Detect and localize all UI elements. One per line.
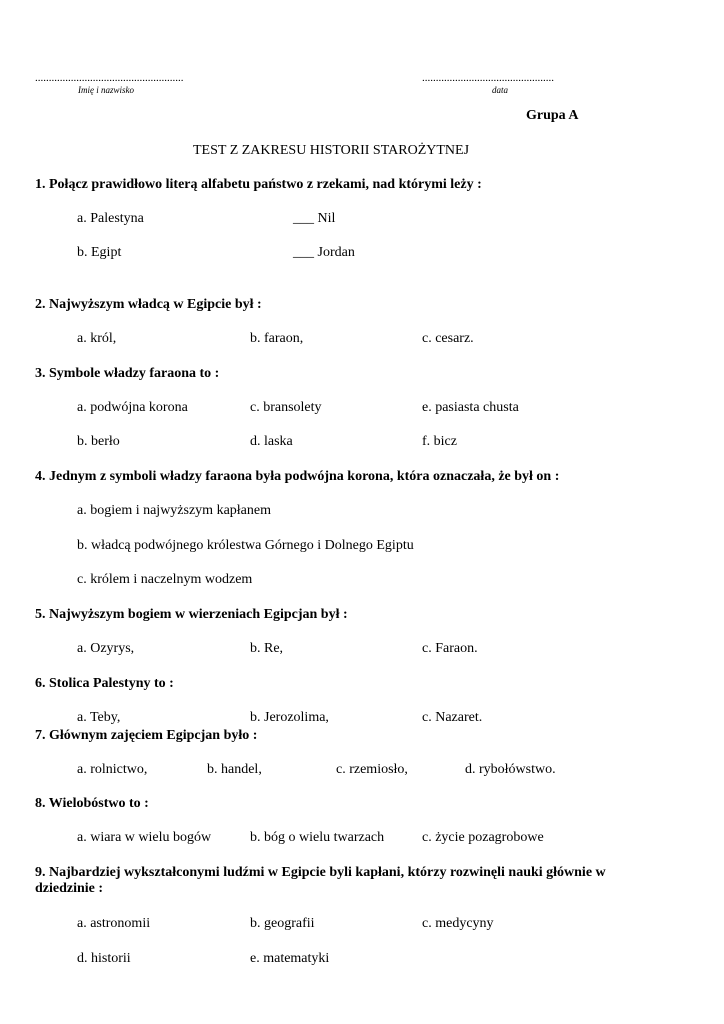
question-6: 6. Stolica Palestyny to : xyxy=(35,676,174,691)
q3-option-b: b. berło xyxy=(77,434,120,449)
q4-option-a: a. bogiem i najwyższym kapłanem xyxy=(77,503,271,518)
q3-option-d: d. laska xyxy=(250,434,293,449)
q7-option-b: b. handel, xyxy=(207,762,262,777)
name-dotted-line: ...................................................... xyxy=(35,72,184,84)
question-9-line-2: dziedzinie : xyxy=(35,881,104,896)
q6-option-a: a. Teby, xyxy=(77,710,121,725)
date-dotted-line: ................................................ xyxy=(422,72,554,84)
q2-option-c: c. cesarz. xyxy=(422,331,474,346)
question-4: 4. Jednym z symboli władzy faraona była podwójna korona, która oznaczała, że był on : xyxy=(35,469,560,484)
question-7: 7. Głównym zajęciem Egipcjan było : xyxy=(35,728,258,743)
q4-option-b: b. władcą podwójnego królestwa Górnego i Dolnego Egiptu xyxy=(77,538,414,553)
q3-option-a: a. podwójna korona xyxy=(77,400,188,415)
q8-option-a: a. wiara w wielu bogów xyxy=(77,830,212,845)
question-3: 3. Symbole władzy faraona to : xyxy=(35,366,220,381)
q5-option-a: a. Ozyrys, xyxy=(77,641,135,656)
question-8: 8. Wielobóstwo to : xyxy=(35,796,149,811)
q3-option-f: f. bicz xyxy=(422,434,457,449)
q8-option-b: b. bóg o wielu twarzach xyxy=(250,830,385,845)
q2-option-a: a. król, xyxy=(77,331,117,346)
group-label: Grupa A xyxy=(526,108,579,123)
q7-option-d: d. rybołówstwo. xyxy=(465,762,556,777)
q6-option-c: c. Nazaret. xyxy=(422,710,483,725)
date-label: data xyxy=(492,85,509,95)
page-title: TEST Z ZAKRESU HISTORII STAROŻYTNEJ xyxy=(193,143,470,158)
question-2: 2. Najwyższym władcą w Egipcie był : xyxy=(35,297,262,312)
q5-option-b: b. Re, xyxy=(250,641,284,656)
q7-option-c: c. rzemiosło, xyxy=(336,762,408,777)
q3-option-e: e. pasiasta chusta xyxy=(422,400,519,415)
q4-option-c: c. królem i naczelnym wodzem xyxy=(77,572,253,587)
q1-left-a: a. Palestyna xyxy=(77,211,144,226)
q9-option-c: c. medycyny xyxy=(422,916,494,931)
q5-option-c: c. Faraon. xyxy=(422,641,478,656)
q9-option-a: a. astronomii xyxy=(77,916,151,931)
q2-option-b: b. faraon, xyxy=(250,331,304,346)
question-9-line-1: 9. Najbardziej wykształconymi ludźmi w Egipcie byli kapłani, którzy rozwinęli nauki głównie w xyxy=(35,865,606,880)
q9-option-d: d. historii xyxy=(77,951,131,966)
question-1: 1. Połącz prawidłowo literą alfabetu państwo z rzekami, nad którymi leży : xyxy=(35,177,482,192)
q3-option-c: c. bransolety xyxy=(250,400,322,415)
q1-right-2: ___ Jordan xyxy=(293,245,355,260)
q1-left-b: b. Egipt xyxy=(77,245,122,260)
q7-option-a: a. rolnictwo, xyxy=(77,762,148,777)
q8-option-c: c. życie pozagrobowe xyxy=(422,830,544,845)
q6-option-b: b. Jerozolima, xyxy=(250,710,329,725)
name-label: Imię i nazwisko xyxy=(78,85,134,95)
q9-option-e: e. matematyki xyxy=(250,951,330,966)
question-5: 5. Najwyższym bogiem w wierzeniach Egipcjan był : xyxy=(35,607,348,622)
q9-option-b: b. geografii xyxy=(250,916,315,931)
q1-right-1: ___ Nil xyxy=(293,211,336,226)
